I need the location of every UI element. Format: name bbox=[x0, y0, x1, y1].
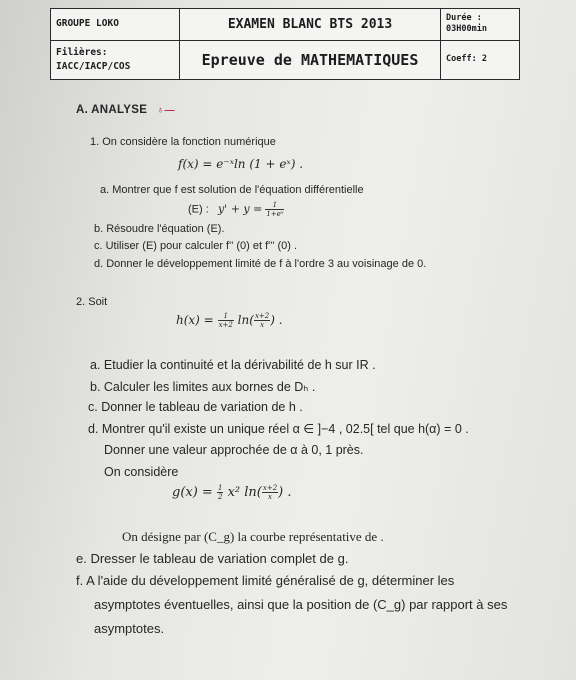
section-title bbox=[76, 104, 175, 116]
exam-title: EXAMEN BLANC BTS 2013 bbox=[227, 16, 393, 32]
q1-d: d. Donner le développement limité de f à l'ordre 3 au voisinage de 0. bbox=[94, 258, 427, 270]
g-num-2: x+2 bbox=[262, 484, 278, 492]
q2-consider: On considère bbox=[104, 465, 179, 479]
equation-denominator: 1+eˣ bbox=[266, 210, 284, 218]
subject-cell bbox=[180, 40, 441, 79]
equation-label: (E) : bbox=[188, 203, 209, 216]
q1-c: c. Utiliser (E) pour calculer f'' (0) et f''' (0) . bbox=[94, 240, 298, 252]
g-den-2: x bbox=[268, 493, 272, 501]
duration-value: 03H00min bbox=[446, 24, 487, 35]
q2-f1: f. A l'aide du développement limité généralisé de g, déterminer les bbox=[76, 573, 455, 588]
h-formula: h(x) = $\frac{1}{x+2}$ ln( $\frac{x+2}{x}$ ) . bbox=[176, 312, 283, 329]
h-lhs: h(x) = bbox=[176, 313, 214, 327]
filieres-label: Filières: bbox=[56, 46, 108, 58]
duration-cell bbox=[441, 9, 520, 41]
coeff-cell bbox=[441, 40, 520, 79]
q2-d: d. Montrer qu'il existe un unique réel α ∈ ]−4 , 02.5[ tel que h(α) = 0 . bbox=[88, 422, 469, 436]
group-name: GROUPE LOKO bbox=[56, 18, 119, 30]
subject-title: Epreuve de MATHEMATIQUES bbox=[201, 50, 419, 69]
g-mid: x² ln bbox=[227, 485, 257, 500]
q2-designe: On désigne par (C_g) la courbe représentative de . bbox=[122, 529, 384, 544]
h-num-1: 1 bbox=[218, 312, 234, 321]
q2-f3: asymptotes. bbox=[94, 621, 165, 636]
h-fraction-2 bbox=[254, 312, 270, 329]
equation-numerator: 1 bbox=[265, 201, 284, 210]
filieres-cell bbox=[51, 40, 180, 79]
filieres-value: IACC/IACP/COS bbox=[56, 60, 131, 72]
q1-a: a. Montrer que f est solution de l'équation différentielle bbox=[100, 184, 364, 196]
coefficient: Coeff: 2 bbox=[446, 54, 487, 65]
q2-b: b. Calculer les limites aux bornes de Dₕ . bbox=[90, 380, 316, 394]
pen-mark-icon: ♁— bbox=[156, 105, 175, 116]
q1-equation bbox=[188, 201, 284, 218]
equation-fraction bbox=[265, 201, 284, 218]
equation-lhs: y' + y = bbox=[217, 202, 263, 216]
q1-formula: f(x) = e⁻ˣln (1 + eˣ) . bbox=[178, 157, 304, 171]
q2-e: e. Dresser le tableau de variation complet de g. bbox=[76, 551, 349, 566]
h-ln: ln bbox=[237, 313, 250, 327]
exam-header-table bbox=[50, 8, 520, 80]
g-lhs: g(x) = bbox=[172, 485, 213, 500]
group-cell bbox=[51, 9, 180, 41]
duration-label: Durée : bbox=[446, 13, 482, 24]
g-formula: g(x) = $\frac{1}{2}$ x² ln( $\frac{x+2}{x}$ ) . bbox=[172, 484, 292, 501]
h-den-2: x bbox=[260, 321, 265, 329]
q2-d2: Donner une valeur approchée de α à 0, 1 près. bbox=[104, 443, 364, 457]
h-num-2: x+2 bbox=[254, 312, 270, 320]
q1-intro: 1. On considère la fonction numérique bbox=[90, 136, 276, 148]
h-fraction-1 bbox=[218, 312, 234, 329]
g-den-1: 2 bbox=[217, 493, 223, 501]
h-den-1: x+2 bbox=[218, 321, 233, 329]
g-fraction-2 bbox=[262, 484, 278, 501]
h-end: ) . bbox=[270, 313, 283, 327]
section-title-text: A. ANALYSE bbox=[76, 104, 148, 116]
q2-c: c. Donner le tableau de variation de h . bbox=[88, 400, 303, 414]
q2-a: a. Etudier la continuité et la dérivabilité de h sur IR . bbox=[90, 358, 376, 372]
g-end: ) . bbox=[278, 485, 292, 500]
q2-intro: 2. Soit bbox=[76, 296, 108, 308]
q1-b: b. Résoudre l'équation (E). bbox=[94, 223, 225, 235]
g-fraction-1 bbox=[217, 484, 223, 501]
q2-f2: asymptotes éventuelles, ainsi que la position de (C_g) par rapport à ses bbox=[94, 597, 508, 612]
exam-title-cell bbox=[180, 9, 441, 41]
g-num-1: 1 bbox=[217, 484, 223, 492]
